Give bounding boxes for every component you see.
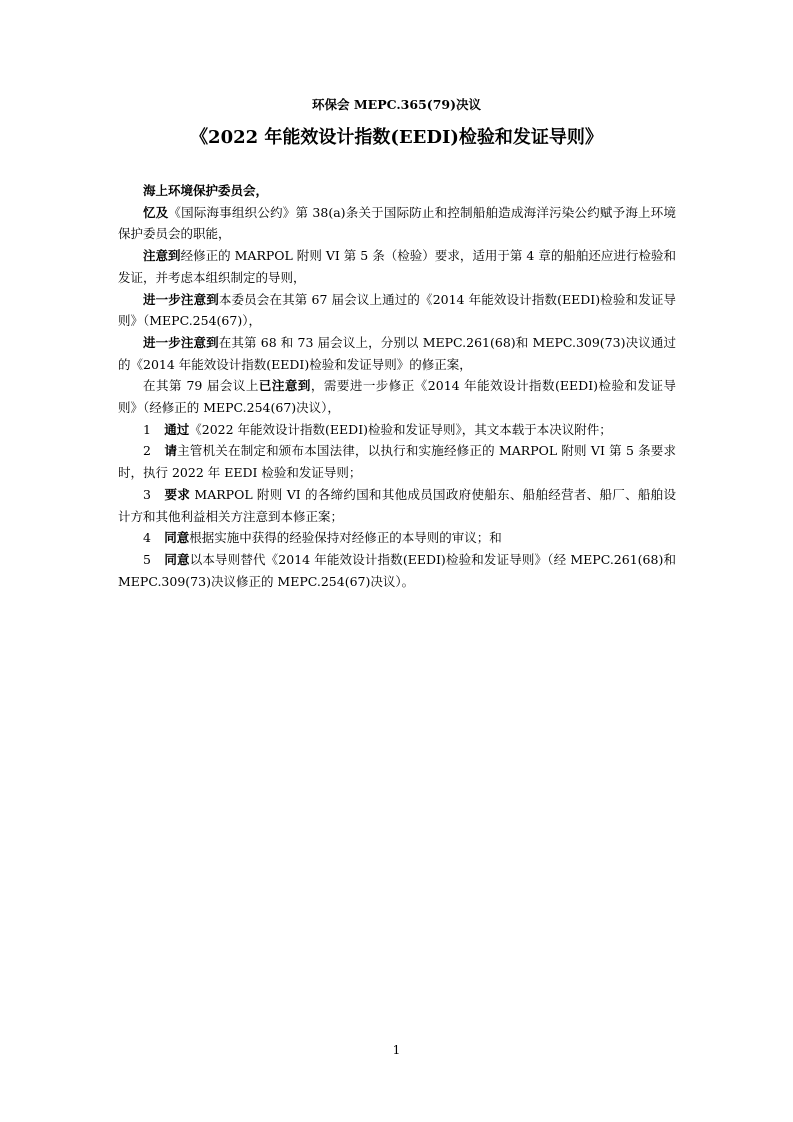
resolution-code: 环保会 MEPC.365(79)决议 [311, 97, 481, 112]
preamble-text: 在其第 68 和 73 届会议上，分别以 MEPC.261(68)和 MEPC.309(73)决议通过的《2014 年能效设计指数(EEDI)检验和发证导则》的修正案， [118, 334, 676, 372]
operative-number: 3 [143, 486, 151, 502]
preamble-text: 《国际海事组织公约》第 38(a)条关于国际防止和控制船舶造成海洋污染公约赋予海上环境保护委员会的职能， [118, 204, 676, 242]
document-title: 《2022 年能效设计指数(EEDI)检验和发证导则》 [190, 127, 603, 148]
preamble-keyword: 进一步注意到 [143, 334, 219, 350]
preamble-keyword: 忆及 [143, 204, 169, 220]
operative-text: MARPOL 附则 VI 的各缔约国和其他成员国政府使船东、船舶经营者、船厂、船舶设计方和其他利益相关方注意到本修正案； [118, 486, 676, 524]
operative-keyword: 请 [164, 443, 178, 459]
preamble-prefix: 在其第 79 届会议上 [143, 378, 259, 394]
preamble-text: ，需要进一步修正《2014 年能效设计指数(EEDI)检验和发证导则》（经修正的 MEPC.254(67)决议）， [118, 378, 676, 416]
operative-paragraph-1 [118, 419, 676, 441]
operative-keyword: 通过 [164, 421, 190, 437]
operative-paragraph-3 [118, 484, 676, 527]
preamble-keyword: 注意到 [143, 248, 181, 264]
preamble-paragraph-1 [118, 202, 676, 245]
operative-text: 《2022 年能效设计指数(EEDI)检验和发证导则》，其文本载于本决议附件； [189, 421, 612, 437]
preamble-paragraph-3 [118, 289, 676, 332]
preamble-keyword: 进一步注意到 [143, 291, 219, 307]
preamble-paragraph-4 [118, 332, 676, 375]
preamble-text: 经修正的 MARPOL 附则 VI 第 5 条（检验）要求，适用于第 4 章的船舶还应进行检验和发证，并考虑本组织制定的导则， [118, 248, 676, 285]
operative-number: 1 [143, 421, 151, 437]
preamble-text: 本委员会在其第 67 届会议上通过的《2014 年能效设计指数(EEDI)检验和发证导则》（MEPC.254(67)）， [118, 291, 676, 329]
preamble-paragraph-5 [118, 375, 676, 418]
operative-keyword: 同意 [164, 530, 190, 546]
operative-number: 5 [143, 551, 151, 567]
committee-line [118, 180, 676, 202]
page-number: 1 [392, 1043, 401, 1057]
operative-text: 主管机关在制定和颁布本国法律，以执行和实施经修正的 MARPOL 附则 VI 第 5 条要求时，执行 2022 年 EEDI 检验和发证导则； [118, 443, 676, 481]
operative-number: 4 [143, 530, 151, 546]
operative-text: 根据实施中获得的经验保持对经修正的本导则的审议；和 [189, 530, 502, 546]
operative-paragraph-5 [118, 549, 676, 592]
operative-number: 2 [143, 443, 151, 459]
committee-name: 海上环境保护委员会， [143, 183, 269, 198]
resolution-body [118, 180, 676, 592]
preamble-keyword: 已注意到 [258, 378, 311, 394]
preamble-paragraph-2 [118, 245, 676, 288]
operative-paragraph-2 [118, 440, 676, 483]
operative-keyword: 要求 [164, 486, 191, 502]
operative-keyword: 同意 [164, 551, 190, 567]
operative-paragraph-4 [118, 527, 676, 549]
operative-text: 以本导则替代《2014 年能效设计指数(EEDI)检验和发证导则》（经 MEPC.261(68)和 MEPC.309(73)决议修正的 MEPC.254(67)决议）。 [118, 551, 676, 589]
